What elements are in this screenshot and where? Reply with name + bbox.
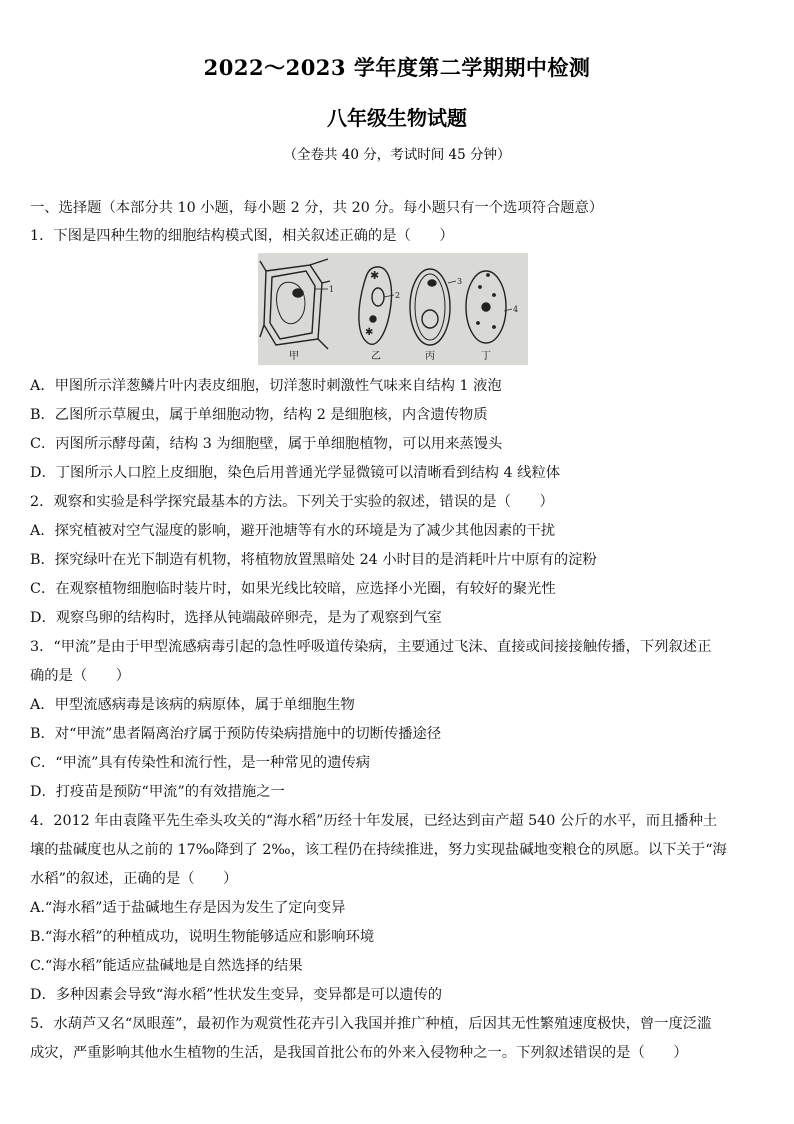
figure-label-yi: 乙 — [371, 351, 381, 362]
question-3-stem-line2: 确的是（ ） — [30, 668, 131, 684]
plant-cell-drawing — [260, 259, 330, 349]
figure-number-3: 3 — [457, 277, 463, 286]
figure-number-2: 2 — [395, 291, 401, 300]
question-2-option-c: C．在观察植物细胞临时装片时，如果光线比较暗，应选择小光圈，有较好的聚光性 — [30, 581, 556, 597]
question-3-option-d: D．打疫苗是预防“甲流”的有效措施之一 — [30, 784, 285, 800]
question-4-stem-line2: 壤的盐碱度也从之前的 17‰降到了 2‰，该工程仍在持续推进，努力实现盐碱地变粮仓的夙愿。以下关于“海 — [30, 842, 727, 858]
oral-epithelial-cell-drawing — [466, 271, 512, 343]
question-4-option-a: A.“海水稻”适于盐碱地生存是因为发生了定向变异 — [30, 900, 346, 916]
exam-subtitle: 八年级生物试题 — [327, 106, 467, 130]
exam-note: （全卷共 40 分，考试时间 45 分钟） — [283, 147, 511, 163]
figure-label-jia: 甲 — [289, 351, 299, 362]
question-4-stem-line3: 水稻”的叙述，正确的是（ ） — [30, 871, 238, 887]
question-4-option-d: D．多种因素会导致“海水稻”性状发生变异，变异都是可以遗传的 — [30, 987, 443, 1003]
question-1-stem: 1．下图是四种生物的细胞结构模式图，相关叙述正确的是（ ） — [30, 228, 454, 244]
question-4-option-c: C.“海水稻”能适应盐碱地是自然选择的结果 — [30, 958, 303, 974]
cell-diagram-figure — [258, 253, 528, 365]
yeast-cell-drawing — [410, 269, 456, 345]
question-5-stem-line2: 成灾，严重影响其他水生植物的生活，是我国首批公布的外来入侵物种之一。下列叙述错误的是（ ） — [30, 1045, 688, 1061]
question-5-stem-line1: 5．水葫芦又名“凤眼莲”，最初作为观赏性花卉引入我国并推广种植，后因其无性繁殖速度极快，曾一度泛滥 — [30, 1016, 712, 1032]
question-3-stem-line1: 3．“甲流”是由于甲型流感病毒引起的急性呼吸道传染病，主要通过飞沫、直接或间接接触传播，下列叙述正 — [30, 639, 712, 655]
question-3-option-c: C．“甲流”具有传染性和流行性，是一种常见的遗传病 — [30, 755, 371, 771]
figure-number-1: 1 — [329, 285, 335, 294]
svg-text:✱: ✱ — [370, 269, 380, 282]
question-1-option-d: D．丁图所示人口腔上皮细胞，染色后用普通光学显微镜可以清晰看到结构 4 线粒体 — [30, 465, 561, 481]
question-1-option-a: A．甲图所示洋葱鳞片叶内表皮细胞，切洋葱时刺激性气味来自结构 1 液泡 — [30, 378, 502, 394]
cell-diagram — [258, 253, 528, 365]
figure-label-ding: 丁 — [481, 351, 491, 362]
svg-text:✱: ✱ — [365, 327, 374, 338]
question-2-option-a: A．探究植被对空气湿度的影响，避开池塘等有水的环境是为了减少其他因素的干扰 — [30, 523, 556, 539]
figure-number-4: 4 — [513, 305, 519, 314]
exam-title: 2022～2023 学年度第二学期期中检测 — [203, 55, 591, 80]
question-4-stem-line1: 4．2012 年由袁隆平先生牵头攻关的“海水稻”历经十年发展，已经达到亩产超 540 公斤的水平，而且播种土 — [30, 813, 718, 829]
question-2-option-b: B．探究绿叶在光下制造有机物，将植物放置黑暗处 24 小时目的是消耗叶片中原有的淀粉 — [30, 552, 597, 568]
figure-label-bing: 丙 — [425, 351, 435, 362]
question-4-option-b: B.“海水稻”的种植成功，说明生物能够适应和影响环境 — [30, 929, 375, 945]
question-3-option-a: A．甲型流感病毒是该病的病原体，属于单细胞生物 — [30, 697, 355, 713]
question-1-option-b: B．乙图所示草履虫，属于单细胞动物，结构 2 是细胞核，内含遗传物质 — [30, 407, 488, 423]
question-3-option-b: B．对“甲流”患者隔离治疗属于预防传染病措施中的切断传播途径 — [30, 726, 442, 742]
question-2-stem: 2．观察和实验是科学探究最基本的方法。下列关于实验的叙述，错误的是（ ） — [30, 494, 554, 510]
question-2-option-d: D．观察鸟卵的结构时，选择从钝端敲碎卵壳，是为了观察到气室 — [30, 610, 442, 626]
section-heading: 一、选择题（本部分共 10 小题，每小题 2 分，共 20 分。每小题只有一个选项符合题意） — [30, 200, 604, 216]
paramecium-drawing — [359, 267, 394, 345]
question-1-option-c: C．丙图所示酵母菌，结构 3 为细胞壁，属于单细胞植物，可以用来蒸馒头 — [30, 436, 503, 452]
